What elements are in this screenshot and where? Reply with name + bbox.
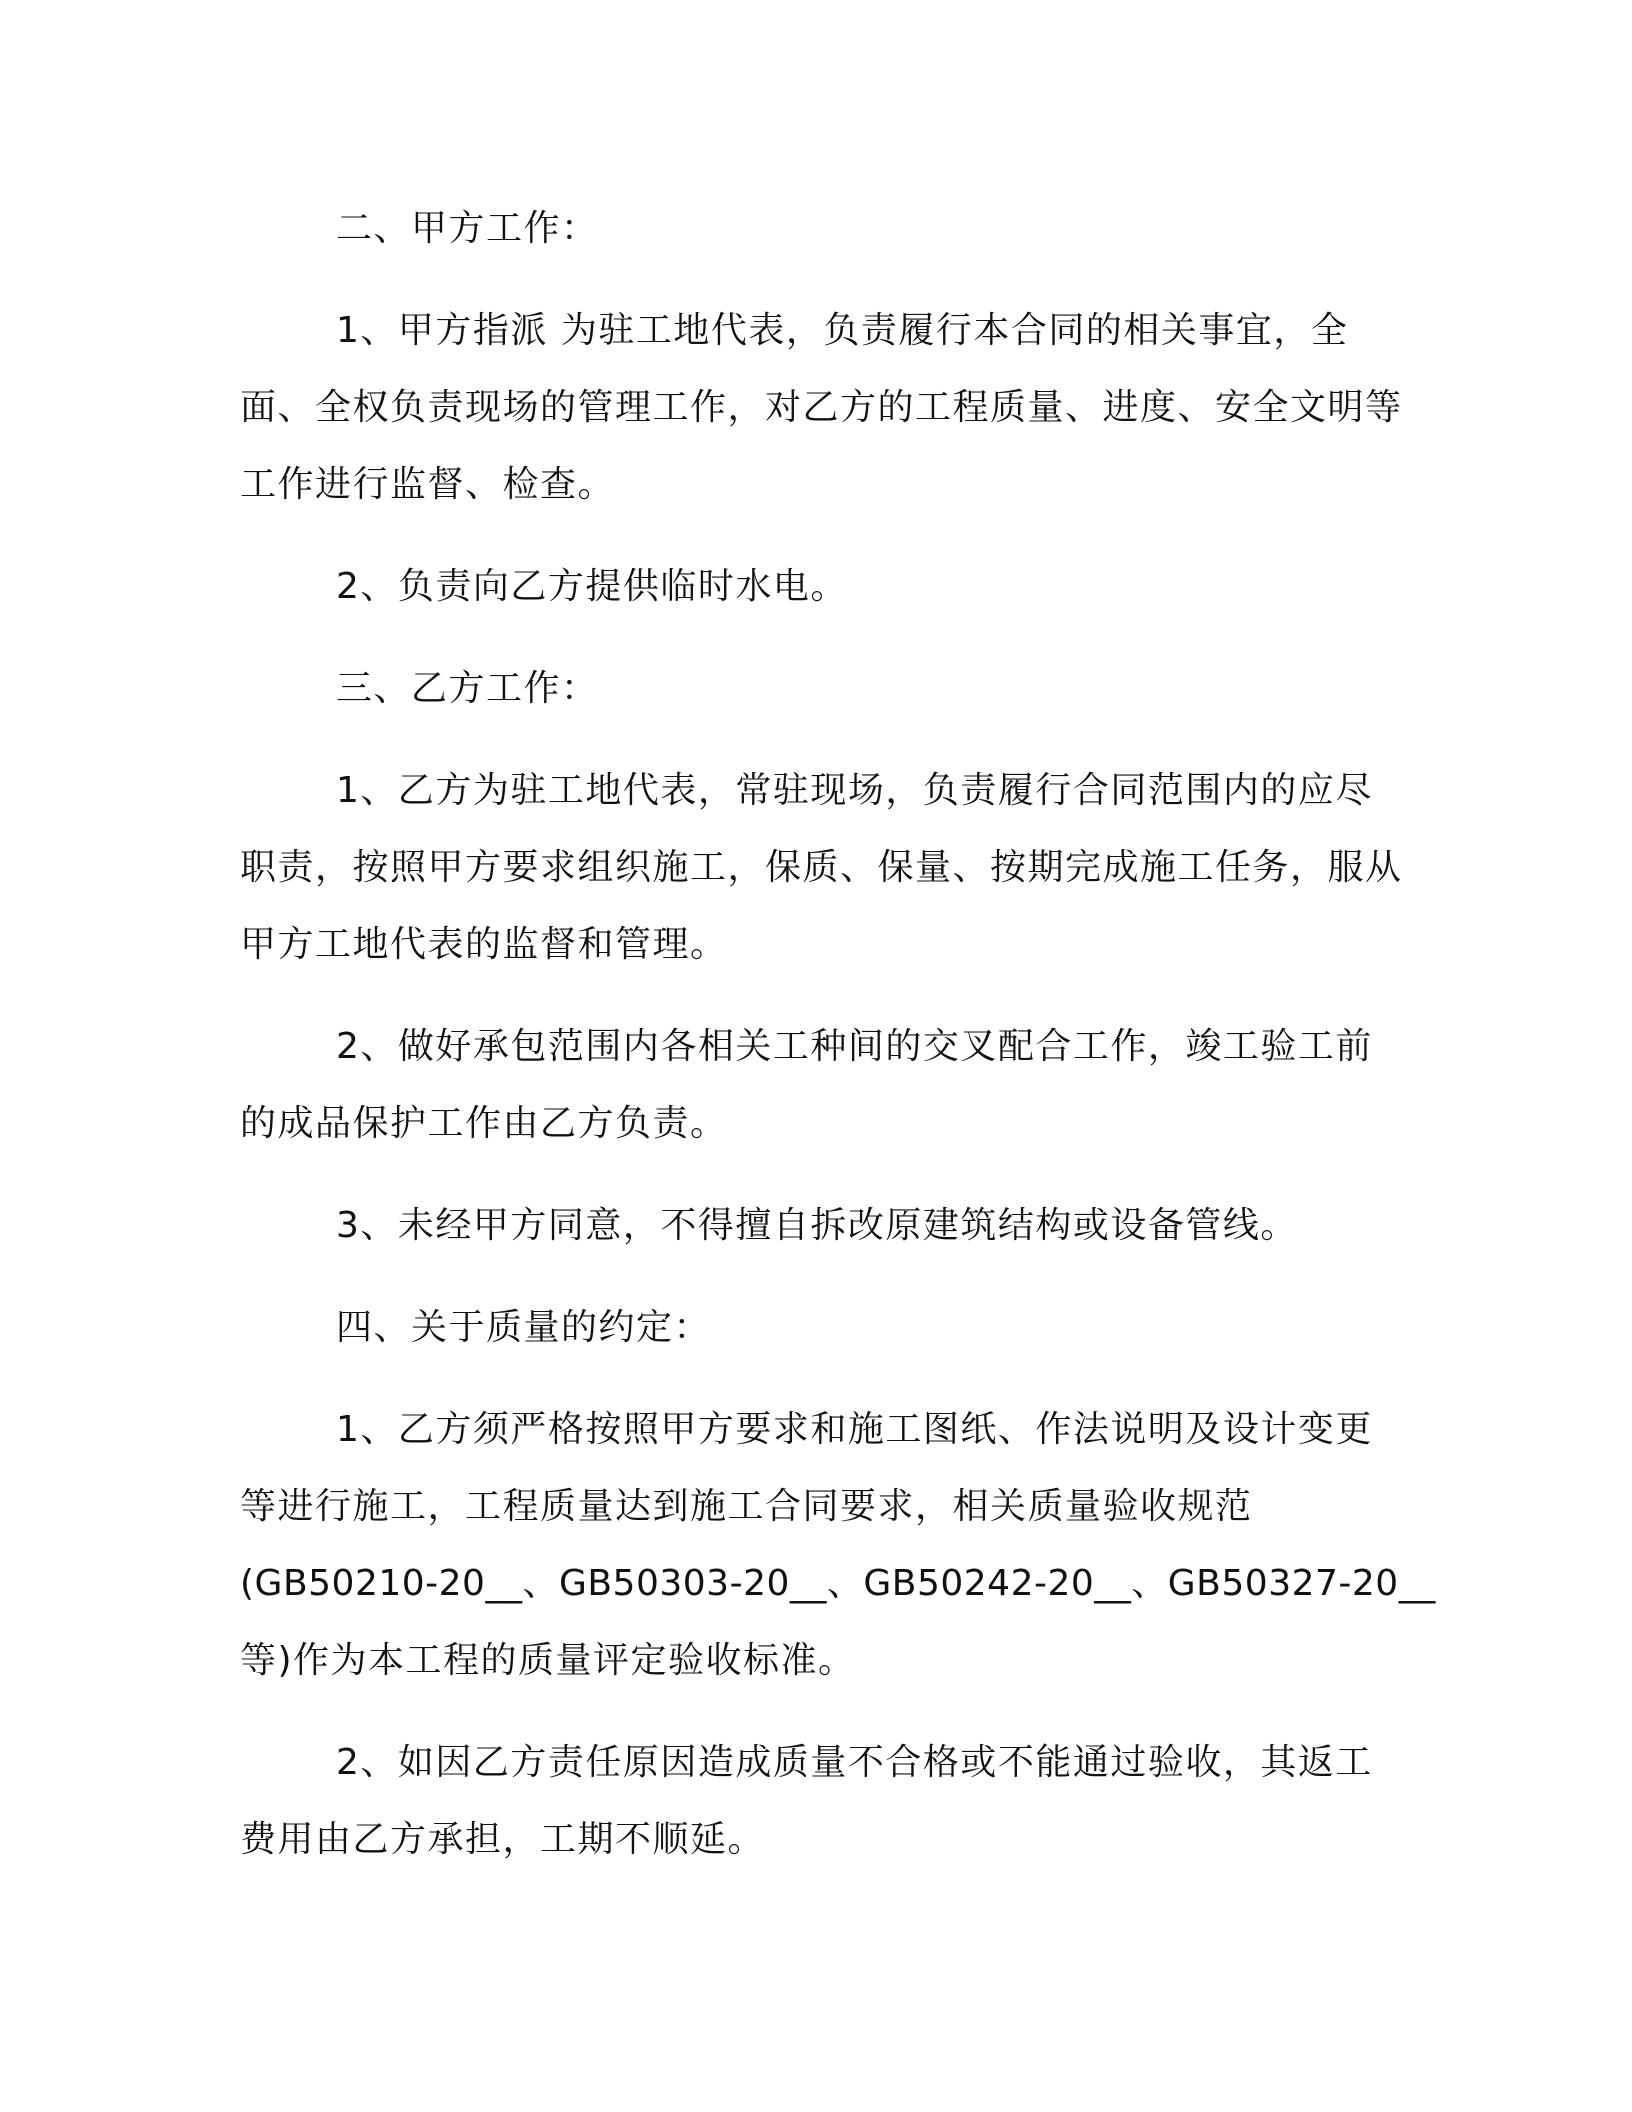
party-b-clause-2: 2、做好承包范围内各相关工种间的交叉配合工作，竣工验工前的成品保护工作由乙方负责。 [240,1026,1373,1144]
quality-clause-1-tail: 等)作为本工程的质量评定验收标准。 [240,1640,856,1681]
party-b-clause-3: 3、未经甲方同意，不得擅自拆改原建筑结构或设备管线。 [336,1205,1298,1246]
quality-clause-1-standards: (GB50210-20__、GB50303-20__、GB50242-20__、GB50327-20__ [240,1563,1436,1604]
quality-clause-2: 2、如因乙方责任原因造成质量不合格或不能通过验收，其返工费用由乙方承担，工期不顺延。 [240,1742,1373,1860]
party-a-clause-1: 1、甲方指派 为驻工地代表，负责履行本合同的相关事宜，全面、全权负责现场的管理工作，对乙方的工程质量、进度、安全文明等工作进行监督、检查。 [240,310,1403,505]
document-body [240,190,1436,1903]
section-heading-quality: 四、关于质量的约定： [336,1307,712,1348]
section-heading-party-a: 二、甲方工作： [336,208,599,249]
quality-clause-1: 1、乙方须严格按照甲方要求和施工图纸、作法说明及设计变更等进行施工，工程质量达到施工合同要求，相关质量验收规范 [240,1409,1373,1527]
party-b-clause-1: 1、乙方为驻工地代表，常驻现场，负责履行合同范围内的应尽职责，按照甲方要求组织施工，保质、保量、按期完成施工任务，服从甲方工地代表的监督和管理。 [240,770,1403,965]
section-heading-party-b: 三、乙方工作： [336,668,599,709]
party-a-clause-2: 2、负责向乙方提供临时水电。 [336,566,848,607]
